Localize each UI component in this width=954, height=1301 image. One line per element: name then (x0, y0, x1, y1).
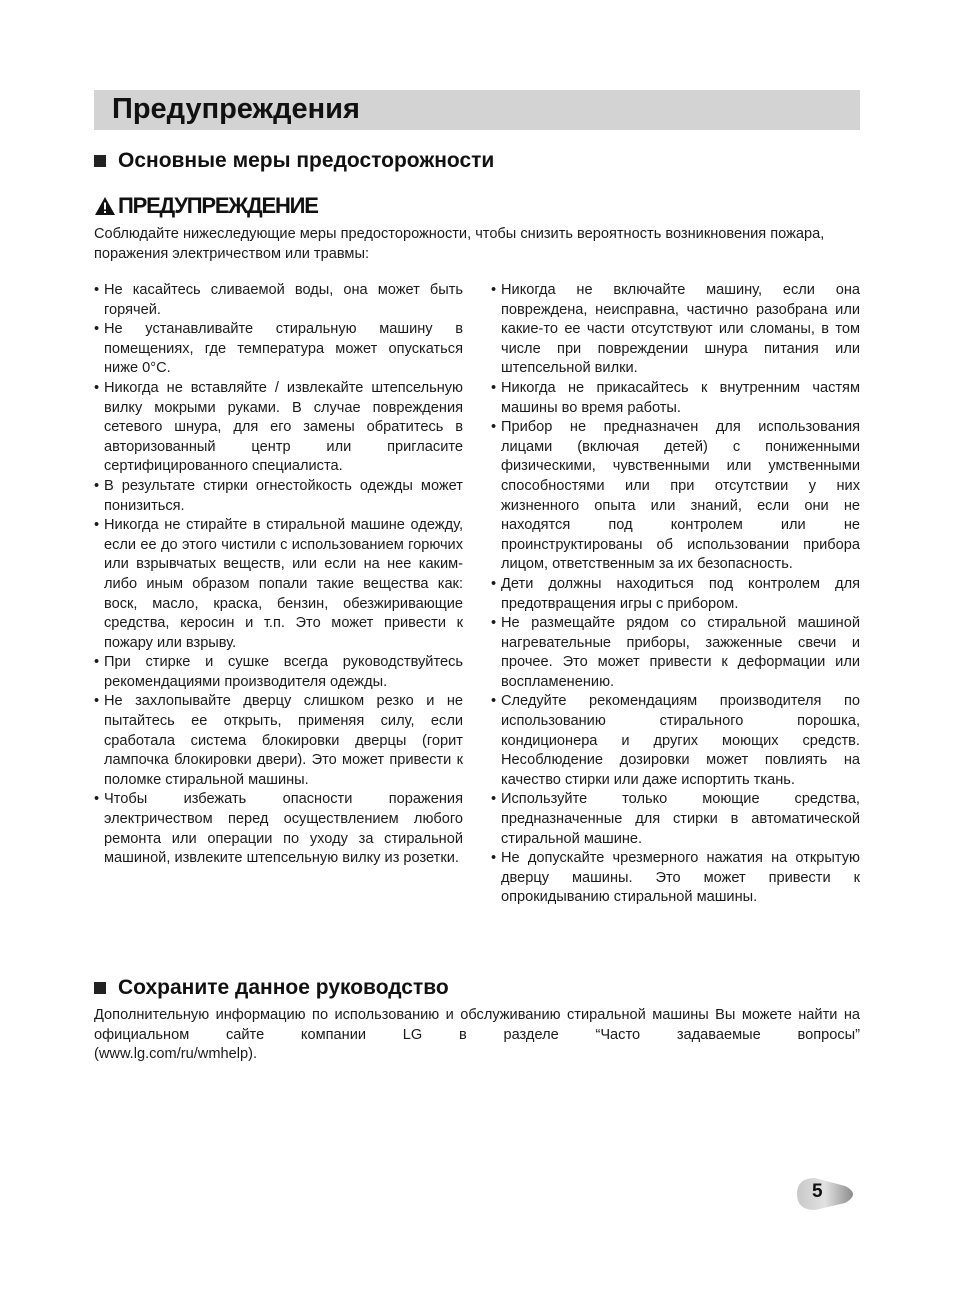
bullet-icon: • (94, 321, 100, 338)
warning-heading (94, 193, 318, 219)
warning-item-text: Не устанавливайте стиральную машину в помещениях, где температура может опускаться ниже 0°C. (104, 321, 463, 377)
save-manual-text (94, 1006, 860, 1065)
warning-item-text: Следуйте рекомендациям производителя по использованию стирального порошка, кондиционера и других моющих средств. Несоблюдение дозировки может повлиять на качество стирки или даже испортить ткань. (501, 693, 860, 788)
intro-text: Соблюдайте нижеследующие меры предосторожности, чтобы снизить вероятность возникновения пожара, поражения электричеством или травмы: (94, 226, 825, 262)
warning-item (94, 653, 463, 692)
warning-item-text: Не захлопывайте дверцу слишком резко и не пытайтесь ее открыть, применяя силу, если сработала система блокировки дверцы (горит лампочка блокировки двери). Это может привести к поломке стиральной машины. (104, 693, 463, 788)
warning-item (491, 849, 860, 908)
page-title: Предупреждения (112, 93, 360, 125)
warning-item-text: Дети должны находиться под контролем для предотвращения игры с прибором. (501, 575, 860, 612)
warning-item (94, 320, 463, 379)
warning-item (94, 692, 463, 790)
bullet-icon: • (94, 282, 100, 298)
warning-item (491, 379, 860, 418)
warning-item-text: Используйте только моющие средства, предназначенные для стирки в автоматической стиральной машине. (501, 791, 860, 847)
bullet-icon: • (491, 850, 497, 867)
bullet-icon: • (94, 517, 100, 534)
square-bullet-icon (94, 155, 106, 167)
page-title-bar (94, 90, 860, 130)
warning-item (491, 790, 860, 849)
square-bullet-icon (94, 982, 106, 994)
warning-item-text: Никогда не вставляйте / извлекайте штепсельную вилку мокрыми руками. В случае повреждения сетевого шнура, для его замены обратитесь в авторизованный центр или пригласите сертифицированного специалиста. (104, 379, 463, 475)
bullet-icon: • (491, 379, 497, 396)
bullet-icon: • (94, 379, 100, 396)
warning-item (94, 516, 463, 653)
save-manual-line: Дополнительную информацию по использованию и обслуживанию стиральной машины Вы можете найти на официальном сайте компании LG в разделе “Часто задаваемые вопросы” (94, 1007, 860, 1043)
warning-item-text: Никогда не включайте машину, если она повреждена, неисправна, частично разобрана или какие-то ее части отсутствуют или сломаны, в том числе при повреждении шнура питания или штепсельной вилки. (501, 282, 860, 377)
warning-item (94, 281, 463, 320)
bullet-icon: • (491, 575, 497, 592)
warning-item (491, 281, 860, 379)
bullet-icon: • (491, 791, 497, 808)
website-link-text: (www.lg.com/ru/wmhelp). (94, 1046, 257, 1063)
bullet-icon: • (94, 693, 100, 710)
warning-item (491, 418, 860, 575)
warning-item (491, 692, 860, 790)
warning-item-text: Прибор не предназначен для использования лицами (включая детей) с пониженными физическими, чувственными или умственными способностями или при отсутствии у них жизненного опыта или знаний, если они не находятся под контролем или не проинструктированы об использовании прибора лицом, ответственным за их безопасность. (501, 419, 860, 573)
page-number: 5 (812, 1181, 823, 1202)
section-heading-precautions (94, 149, 494, 173)
warning-item-text: Чтобы избежать опасности поражения электричеством перед осуществлением любого ремонта или операции по уходу за стиральной машиной, извлеките штепсельную вилку из розетки. (104, 791, 463, 867)
section-title: Основные меры предосторожности (118, 149, 495, 172)
left-warning-list (94, 281, 463, 869)
warning-triangle-icon (94, 196, 116, 216)
bullet-icon: • (491, 693, 497, 710)
page-number-badge (797, 1176, 863, 1212)
bullet-icon: • (94, 791, 100, 808)
warning-item (94, 790, 463, 868)
warning-item-text: При стирке и сушке всегда руководствуйтесь рекомендациями производителя одежды. (104, 654, 463, 690)
warning-item (491, 575, 860, 614)
bullet-icon: • (491, 615, 497, 632)
bullet-icon: • (94, 477, 100, 494)
warning-item (491, 614, 860, 692)
warning-item-text: Не размещайте рядом со стиральной машиной нагревательные приборы, зажженные свечи и прочее. Это может привести к деформации или воспламенению. (501, 615, 860, 690)
section-title: Сохраните данное руководство (118, 976, 449, 999)
warning-item-text: Никогда не прикасайтесь к внутренним частям машины во время работы. (501, 379, 860, 416)
section-heading-save-manual (94, 976, 449, 1000)
warning-item-text: Не касайтесь сливаемой воды, она может быть горячей. (104, 282, 463, 318)
warning-item-text: Никогда не стирайте в стиральной машине одежду, если ее до этого чистили с использованием горючих или взрывчатых веществ, или если на нее каким-либо иным образом попали такие вещества как: воск, масло, краска, бензин, обезжиривающие средства, керосин и т.п. Это может привести к пожару или взрыву. (104, 517, 463, 651)
bullet-icon: • (491, 282, 497, 298)
bullet-icon: • (94, 654, 100, 671)
warning-label: ПРЕДУПРЕЖДЕНИЕ (118, 193, 318, 218)
warning-item (94, 477, 463, 516)
warning-item-text: В результате стирки огнестойкость одежды может понизиться. (104, 477, 463, 514)
bullet-icon: • (491, 419, 497, 436)
warning-item (94, 379, 463, 477)
right-warning-list (491, 281, 860, 908)
warning-item-text: Не допускайте чрезмерного нажатия на открытую дверцу машины. Это может привести к опрокидыванию стиральной машины. (501, 850, 860, 906)
